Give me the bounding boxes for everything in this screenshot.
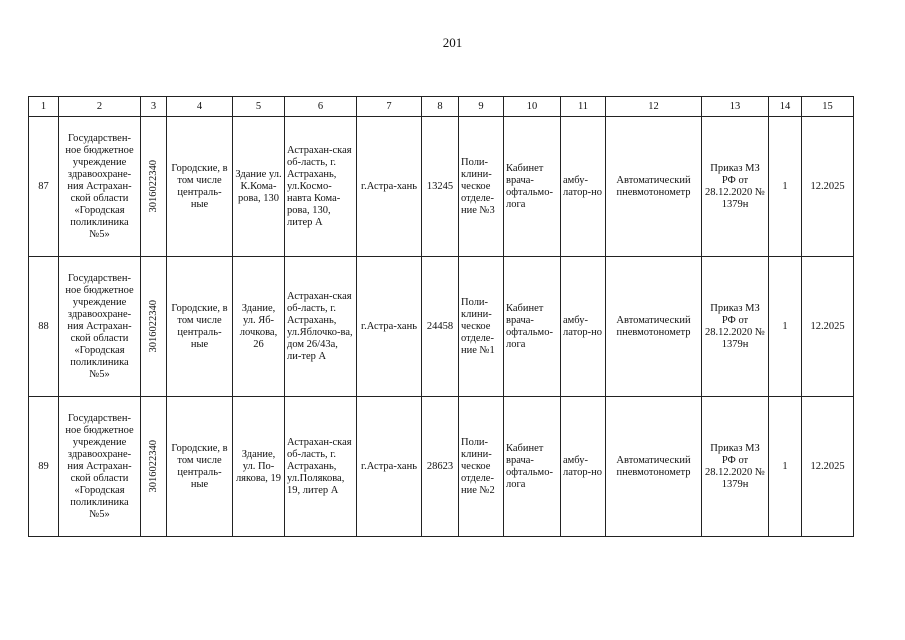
col-header: 6	[285, 97, 357, 117]
care-type: амбу-латор-но	[561, 397, 606, 537]
code: 28623	[422, 397, 459, 537]
table-row	[29, 117, 854, 257]
city: г.Астра-хань	[357, 257, 422, 397]
inn: 3016022340	[147, 300, 159, 353]
col-header: 7	[357, 97, 422, 117]
area-type: Городские, в том числе централь-ные	[167, 257, 233, 397]
col-header: 13	[702, 97, 769, 117]
col-header: 11	[561, 97, 606, 117]
address: Астрахан-ская об-ласть, г. Астрахань, ул.Яблочко-ва, дом 26/43а, ли-тер А	[285, 257, 357, 397]
inn: 3016022340	[147, 160, 159, 213]
address: Астрахан-ская об-ласть, г. Астрахань, ул.Полякова, 19, литер А	[285, 397, 357, 537]
col-header: 2	[59, 97, 141, 117]
department: Поли-клини-ческое отделе-ние №3	[459, 117, 504, 257]
inn-cell	[141, 257, 167, 397]
department: Поли-клини-ческое отделе-ние №2	[459, 397, 504, 537]
city: г.Астра-хань	[357, 397, 422, 537]
address: Астрахан-ская об-ласть, г. Астрахань, ул.Космо-навта Кома-рова, 130, литер А	[285, 117, 357, 257]
table-row	[29, 257, 854, 397]
care-type: амбу-латор-но	[561, 257, 606, 397]
quantity: 1	[769, 117, 802, 257]
area-type: Городские, в том числе централь-ные	[167, 397, 233, 537]
page-number: 201	[442, 35, 463, 50]
organization: Государствен-ное бюджетное учреждение здравоохране-ния Астрахан-ской области «Городская поликлиника №5»	[59, 397, 141, 537]
equipment: Автоматический пневмотонометр	[606, 397, 702, 537]
room: Кабинет врача-офтальмо-лога	[504, 257, 561, 397]
table-row	[29, 397, 854, 537]
room: Кабинет врача-офтальмо-лога	[504, 117, 561, 257]
order: Приказ МЗ РФ от 28.12.2020 № 1379н	[702, 117, 769, 257]
date: 12.2025	[802, 397, 854, 537]
city: г.Астра-хань	[357, 117, 422, 257]
area-type: Городские, в том числе централь-ные	[167, 117, 233, 257]
quantity: 1	[769, 257, 802, 397]
order: Приказ МЗ РФ от 28.12.2020 № 1379н	[702, 257, 769, 397]
equipment: Автоматический пневмотонометр	[606, 257, 702, 397]
col-header: 5	[233, 97, 285, 117]
inn-cell	[141, 397, 167, 537]
inn-cell	[141, 117, 167, 257]
col-header: 8	[422, 97, 459, 117]
organization: Государствен-ное бюджетное учреждение здравоохране-ния Астрахан-ской области «Городская поликлиника №5»	[59, 257, 141, 397]
col-header: 9	[459, 97, 504, 117]
col-header: 3	[141, 97, 167, 117]
col-header: 12	[606, 97, 702, 117]
col-header: 14	[769, 97, 802, 117]
col-header: 1	[29, 97, 59, 117]
order: Приказ МЗ РФ от 28.12.2020 № 1379н	[702, 397, 769, 537]
inn: 3016022340	[147, 440, 159, 493]
date: 12.2025	[802, 257, 854, 397]
building: Здание, ул. По-лякова, 19	[233, 397, 285, 537]
department: Поли-клини-ческое отделе-ние №1	[459, 257, 504, 397]
code: 24458	[422, 257, 459, 397]
row-number: 89	[29, 397, 59, 537]
col-header: 15	[802, 97, 854, 117]
equipment: Автоматический пневмотонометр	[606, 117, 702, 257]
date: 12.2025	[802, 117, 854, 257]
code: 13245	[422, 117, 459, 257]
equipment-registry-table	[28, 96, 854, 537]
care-type: амбу-латор-но	[561, 117, 606, 257]
building: Здание, ул. Яб-лочкова, 26	[233, 257, 285, 397]
organization: Государствен-ное бюджетное учреждение здравоохране-ния Астрахан-ской области «Городская поликлиника №5»	[59, 117, 141, 257]
row-number: 88	[29, 257, 59, 397]
row-number: 87	[29, 117, 59, 257]
col-header: 4	[167, 97, 233, 117]
header-row	[29, 97, 854, 117]
quantity: 1	[769, 397, 802, 537]
room: Кабинет врача-офтальмо-лога	[504, 397, 561, 537]
col-header: 10	[504, 97, 561, 117]
building: Здание ул. К.Кома-рова, 130	[233, 117, 285, 257]
